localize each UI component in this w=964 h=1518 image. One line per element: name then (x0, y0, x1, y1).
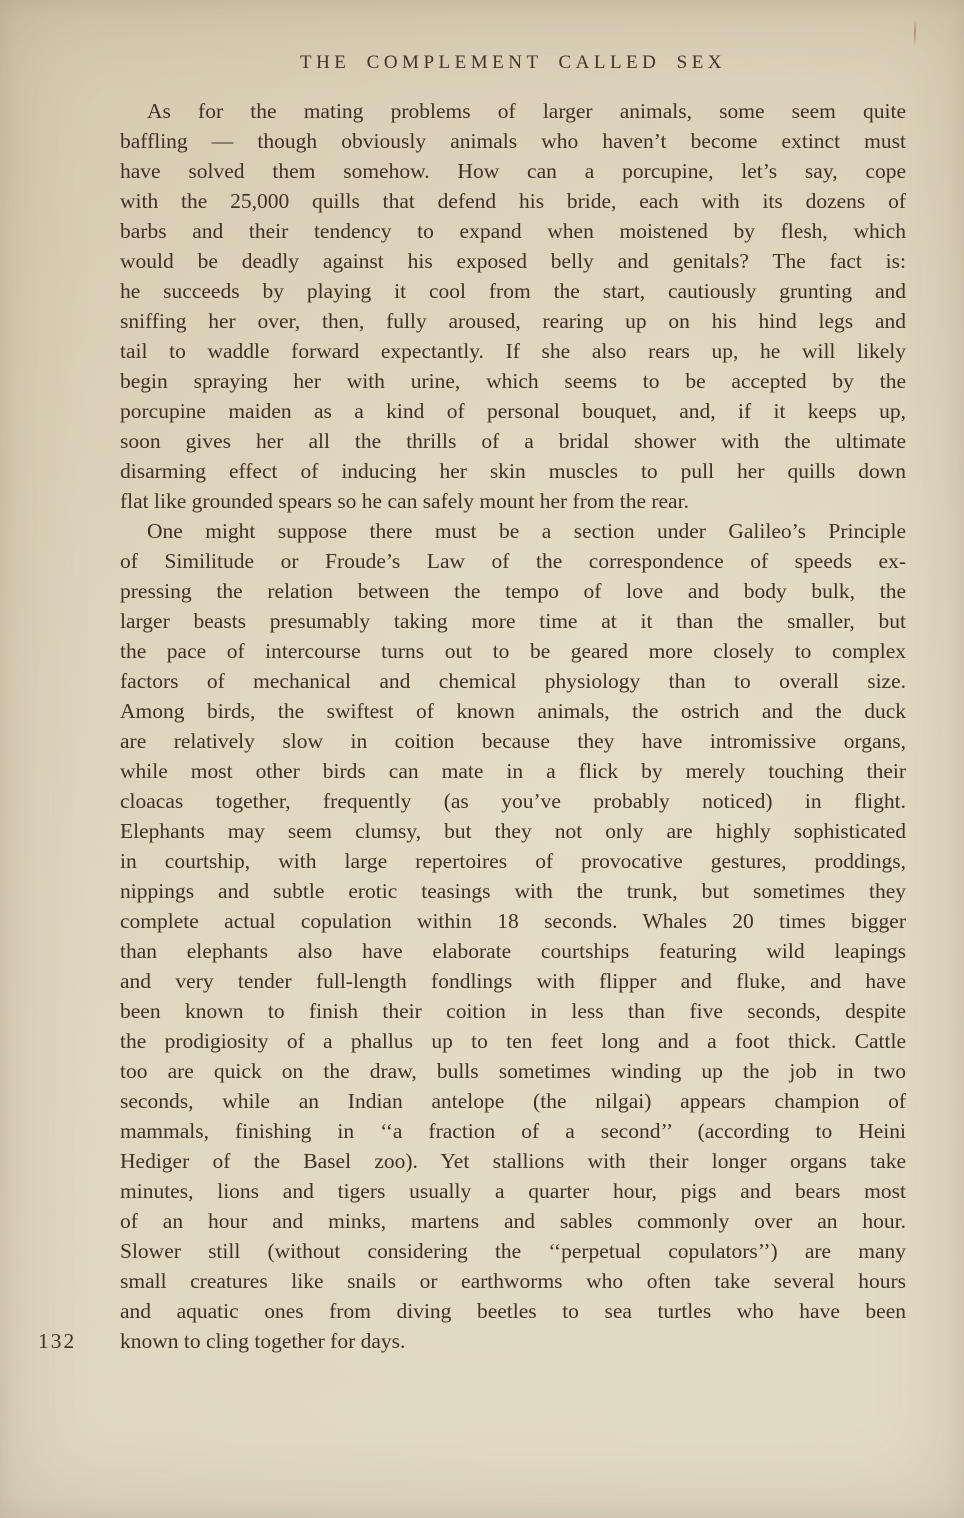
text-line: known to cling together for days. (120, 1329, 406, 1353)
text-line: Among birds, the swiftest of known animals, the ostrich and the duck (120, 699, 906, 723)
paper-fiber-mark (914, 20, 917, 46)
text-line: than elephants also have elaborate courtships featuring wild leapings (120, 939, 906, 963)
text-block (120, 96, 906, 1356)
text-line: in courtship, with large repertoires of provocative gestures, proddings, (120, 849, 906, 873)
text-line: larger beasts presumably taking more time at it than the smaller, but (120, 609, 906, 633)
text-line: been known to finish their coition in less than five seconds, despite (120, 999, 906, 1023)
text-line: factors of mechanical and chemical physiology than to overall size. (120, 669, 906, 693)
text-line: too are quick on the draw, bulls sometimes winding up the job in two (120, 1059, 906, 1083)
text-line: begin spraying her with urine, which seems to be accepted by the (120, 369, 906, 393)
text-line: cloacas together, frequently (as you’ve probably noticed) in flight. (120, 789, 906, 813)
paragraph (120, 516, 906, 1356)
text-line: while most other birds can mate in a flick by merely touching their (120, 759, 906, 783)
page-number: 132 (38, 1329, 77, 1353)
text-line: would be deadly against his exposed belly and genitals? The fact is: (120, 249, 906, 273)
text-line: of Similitude or Froude’s Law of the correspondence of speeds ex- (120, 549, 906, 573)
text-line: mammals, finishing in ‘‘a fraction of a second’’ (according to Heini (120, 1119, 906, 1143)
running-head: THE COMPLEMENT CALLED SEX (299, 52, 727, 73)
text-line: minutes, lions and tigers usually a quarter hour, pigs and bears most (120, 1179, 906, 1203)
text-line: sniffing her over, then, fully aroused, rearing up on his hind legs and (120, 309, 906, 333)
text-line: baffling — though obviously animals who haven’t become extinct must (120, 129, 906, 153)
text-line: are relatively slow in coition because they have intromissive organs, (120, 729, 906, 753)
paragraph (120, 96, 906, 516)
text-line: with the 25,000 quills that defend his bride, each with its dozens of (120, 189, 906, 213)
text-line: he succeeds by playing it cool from the start, cautiously grunting and (120, 279, 906, 303)
text-line: One might suppose there must be a section under Galileo’s Principle (147, 519, 906, 543)
text-line: have solved them somehow. How can a porcupine, let’s say, cope (120, 159, 906, 183)
text-line: flat like grounded spears so he can safely mount her from the rear. (120, 489, 689, 513)
text-line: barbs and their tendency to expand when moistened by flesh, which (120, 219, 906, 243)
text-line: tail to waddle forward expectantly. If she also rears up, he will likely (120, 339, 906, 363)
text-line: Elephants may seem clumsy, but they not only are highly sophisticated (120, 819, 906, 843)
text-line: disarming effect of inducing her skin muscles to pull her quills down (120, 459, 906, 483)
text-line: small creatures like snails or earthworms who often take several hours (120, 1269, 906, 1293)
text-line: porcupine maiden as a kind of personal bouquet, and, if it keeps up, (120, 399, 906, 423)
text-line: soon gives her all the thrills of a bridal shower with the ultimate (120, 429, 906, 453)
text-line: the prodigiosity of a phallus up to ten feet long and a foot thick. Cattle (120, 1029, 906, 1053)
text-line: the pace of intercourse turns out to be geared more closely to complex (120, 639, 906, 663)
text-line: pressing the relation between the tempo of love and body bulk, the (120, 579, 906, 603)
text-line: Hediger of the Basel zoo). Yet stallions with their longer organs take (120, 1149, 906, 1173)
text-line: Slower still (without considering the ‘‘perpetual copulators’’) are many (120, 1239, 906, 1263)
text-line: seconds, while an Indian antelope (the nilgai) appears champion of (120, 1089, 906, 1113)
text-line: and aquatic ones from diving beetles to sea turtles who have been (120, 1299, 906, 1323)
text-line: of an hour and minks, martens and sables commonly over an hour. (120, 1209, 906, 1233)
text-line: As for the mating problems of larger animals, some seem quite (147, 99, 906, 123)
text-line: nippings and subtle erotic teasings with the trunk, but sometimes they (120, 879, 906, 903)
text-line: and very tender full-length fondlings with flipper and fluke, and have (120, 969, 906, 993)
text-line: complete actual copulation within 18 seconds. Whales 20 times bigger (120, 909, 906, 933)
